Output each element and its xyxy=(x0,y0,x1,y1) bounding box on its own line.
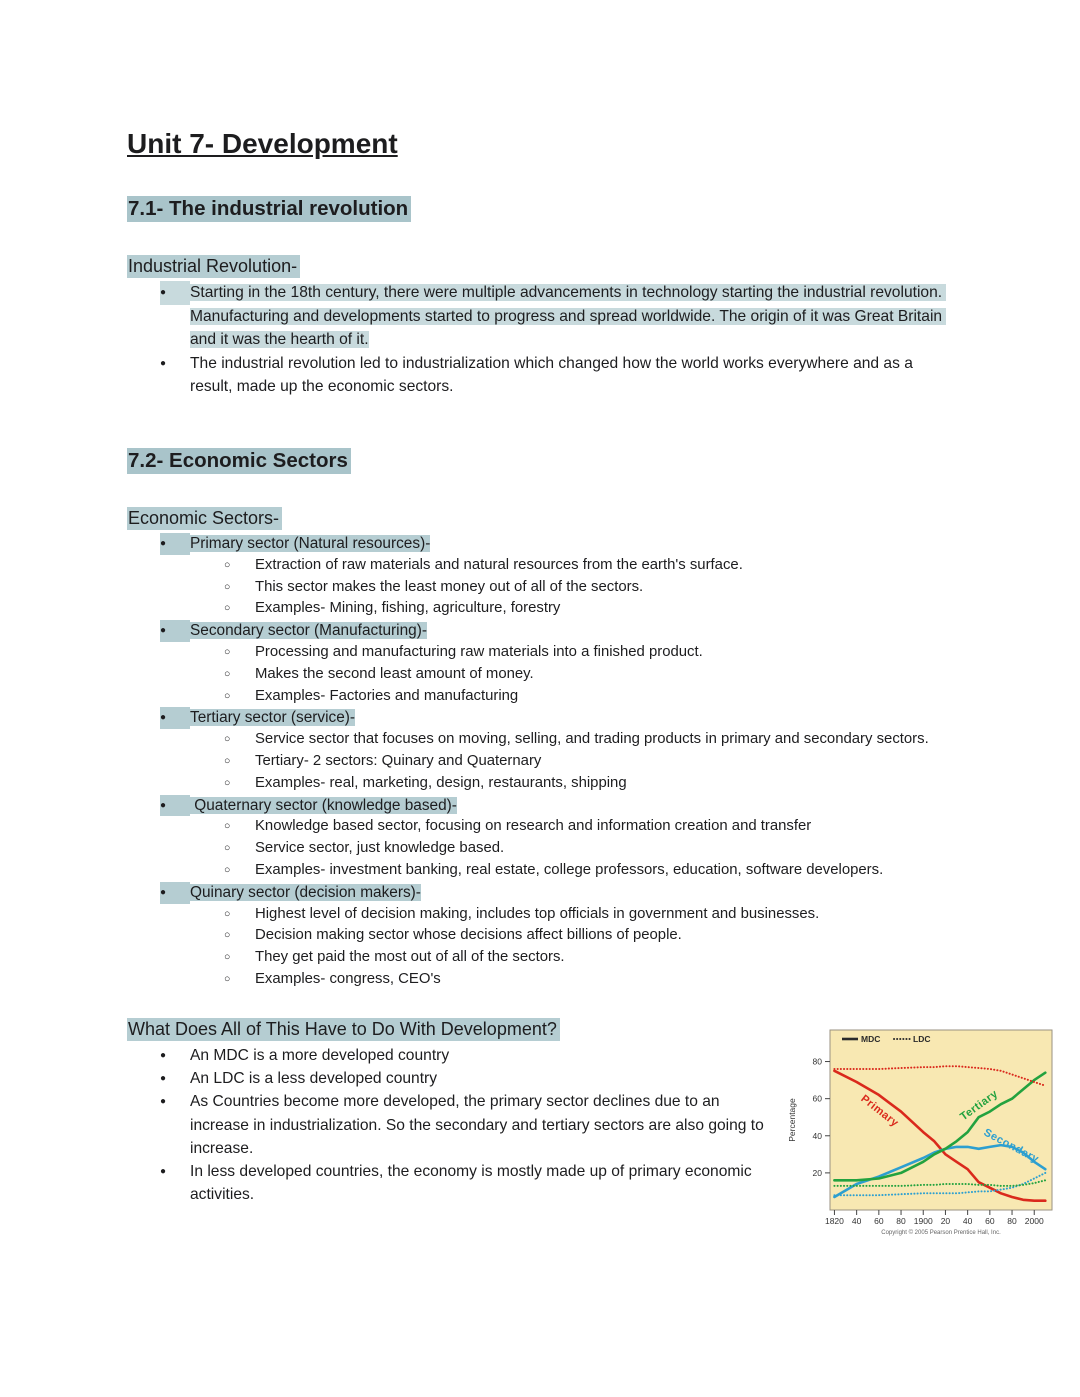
bullet-icon: ● xyxy=(160,1049,167,1061)
svg-text:Primary: Primary xyxy=(858,1092,901,1130)
hollow-bullet-icon: ○ xyxy=(224,580,231,593)
bullet-icon: ● xyxy=(160,707,190,729)
hollow-bullet-icon: ○ xyxy=(224,863,231,876)
bullet-icon: ● xyxy=(160,1166,167,1178)
section-7-2 xyxy=(127,448,957,474)
list-item xyxy=(127,664,957,686)
list-item xyxy=(127,947,957,969)
sector-label: Quaternary sector (knowledge based)- xyxy=(190,796,457,814)
list-item xyxy=(127,729,957,751)
list-item-text: Decision making sector whose decisions affect billions of people. xyxy=(255,927,682,944)
list-item xyxy=(127,686,957,708)
svg-text:80: 80 xyxy=(812,1056,822,1067)
bullet-icon: ● xyxy=(160,882,190,904)
sector-label: Tertiary sector (service)- xyxy=(190,709,356,727)
svg-text:2000: 2000 xyxy=(1024,1216,1044,1226)
bullet-icon: ● xyxy=(160,795,190,817)
industrial-revolution-list xyxy=(127,281,957,399)
list-item-text: Examples- Mining, fishing, agriculture, forestry xyxy=(255,600,561,617)
hollow-bullet-icon: ○ xyxy=(224,689,231,702)
svg-text:Secondary: Secondary xyxy=(981,1126,1041,1166)
sector-label: Secondary sector (Manufacturing)- xyxy=(190,622,427,640)
list-item xyxy=(127,838,957,860)
hollow-bullet-icon: ○ xyxy=(224,733,231,746)
bullet-icon: ● xyxy=(160,533,190,555)
list-item xyxy=(127,751,957,773)
list-item xyxy=(127,1160,782,1207)
svg-text:40: 40 xyxy=(812,1130,822,1141)
svg-text:Tertiary: Tertiary xyxy=(958,1087,1001,1124)
development-subheading: What Does All of This Have to Do With Development? xyxy=(127,1018,560,1041)
list-item-text: Extraction of raw materials and natural resources from the earth's surface. xyxy=(255,556,743,573)
svg-text:Copyright © 2005 Pearson Prent: Copyright © 2005 Pearson Prentice Hall, Inc. xyxy=(881,1230,1001,1236)
svg-text:60: 60 xyxy=(874,1216,884,1226)
svg-text:80: 80 xyxy=(1007,1216,1017,1226)
sector-item-quinary xyxy=(127,882,957,904)
bullet-icon: ● xyxy=(160,1096,167,1108)
list-item xyxy=(127,816,957,838)
sector-item-primary xyxy=(127,533,957,555)
hollow-bullet-icon: ○ xyxy=(224,820,231,833)
hollow-bullet-icon: ○ xyxy=(224,645,231,658)
svg-text:Percentage: Percentage xyxy=(787,1098,797,1142)
hollow-bullet-icon: ○ xyxy=(224,929,231,942)
list-item xyxy=(127,1044,782,1067)
list-item-text: The industrial revolution led to industrialization which changed how the world works everywhere and as a result, made up the economic sectors. xyxy=(190,354,918,396)
list-item-text: This sector makes the least money out of all of the sectors. xyxy=(255,578,644,595)
section-7-1 xyxy=(127,196,957,222)
svg-text:1820: 1820 xyxy=(824,1216,844,1226)
sector-label: Primary sector (Natural resources)- xyxy=(190,534,431,552)
hollow-bullet-icon: ○ xyxy=(224,951,231,964)
svg-text:1900: 1900 xyxy=(913,1216,933,1226)
list-item xyxy=(127,642,957,664)
list-item xyxy=(127,969,957,991)
list-item xyxy=(127,904,957,926)
industrial-revolution-subheading: Industrial Revolution- xyxy=(127,255,300,278)
bullet-icon: ● xyxy=(160,620,190,642)
list-item xyxy=(127,1067,782,1090)
hollow-bullet-icon: ○ xyxy=(224,667,231,680)
svg-text:40: 40 xyxy=(962,1216,973,1226)
list-item xyxy=(127,577,957,599)
list-item-text: Examples- investment banking, real estate, college professors, education, software developers. xyxy=(255,861,884,878)
hollow-bullet-icon: ○ xyxy=(224,754,231,767)
sector-employment-chart xyxy=(786,1024,1078,1242)
list-item xyxy=(127,598,957,620)
list-item-text: Examples- Factories and manufacturing xyxy=(255,687,519,704)
svg-text:20: 20 xyxy=(940,1216,951,1226)
bullet-icon: ● xyxy=(160,357,167,369)
bullet-icon: ● xyxy=(160,281,190,305)
list-item-text: In less developed countries, the economy is mostly made up of primary economic activities. xyxy=(190,1163,756,1204)
list-item-text: An LDC is a less developed country xyxy=(190,1070,438,1087)
svg-text:40: 40 xyxy=(851,1216,862,1226)
list-item xyxy=(127,555,957,577)
list-item-text: An MDC is a more developed country xyxy=(190,1046,450,1064)
economic-sectors-subheading: Economic Sectors- xyxy=(127,507,282,530)
sector-item-quaternary xyxy=(127,795,957,817)
sector-label: Quinary sector (decision makers)- xyxy=(190,883,421,901)
list-item-text: Processing and manufacturing raw materials into a finished product. xyxy=(255,643,703,660)
hollow-bullet-icon: ○ xyxy=(224,907,231,920)
svg-text:LDC: LDC xyxy=(913,1034,931,1044)
development-list xyxy=(127,1044,782,1207)
section-7-2-heading: 7.2- Economic Sectors xyxy=(127,448,351,474)
list-item xyxy=(127,1090,782,1160)
industrial-revolution-subheading-row xyxy=(127,254,957,278)
list-item xyxy=(127,773,957,795)
list-item-text: As Countries become more developed, the primary sector declines due to an increase in industrialization. So the secondary and tertiary sectors are also going to increase. xyxy=(190,1093,769,1157)
list-item-text: Tertiary- 2 sectors: Quinary and Quaternary xyxy=(255,752,542,769)
list-item xyxy=(127,281,957,352)
hollow-bullet-icon: ○ xyxy=(224,776,231,789)
svg-text:80: 80 xyxy=(896,1216,906,1226)
hollow-bullet-icon: ○ xyxy=(224,842,231,855)
sector-item-secondary xyxy=(127,620,957,642)
svg-text:20: 20 xyxy=(812,1167,822,1178)
hollow-bullet-icon: ○ xyxy=(224,558,231,571)
svg-text:MDC: MDC xyxy=(861,1034,881,1044)
list-item xyxy=(127,860,957,882)
hollow-bullet-icon: ○ xyxy=(224,602,231,615)
list-item-text: Examples- real, marketing, design, restaurants, shipping xyxy=(255,774,627,791)
section-7-1-heading: 7.1- The industrial revolution xyxy=(127,196,411,222)
list-item-text: Service sector that focuses on moving, selling, and trading products in primary and secondary sectors. xyxy=(255,731,929,748)
list-item-text: They get paid the most out of all of the sectors. xyxy=(255,949,565,966)
list-item-text: Starting in the 18th century, there were multiple advancements in technology starting the industrial revolution. Manufacturing and developments started to progress and spread worldwide. The origin of it was Great Britain and it was the hearth of it. xyxy=(190,284,947,349)
list-item-text: Service sector, just knowledge based. xyxy=(255,840,505,857)
page-title: Unit 7- Development xyxy=(127,128,398,159)
svg-text:60: 60 xyxy=(985,1216,995,1226)
bullet-icon: ● xyxy=(160,1073,167,1084)
svg-text:60: 60 xyxy=(812,1093,822,1104)
list-item-text: Knowledge based sector, focusing on research and information creation and transfer xyxy=(255,818,812,835)
list-item xyxy=(127,925,957,947)
sector-employment-chart-svg xyxy=(786,1024,1078,1242)
list-item-text: Makes the second least amount of money. xyxy=(255,665,534,682)
list-item-text: Examples- congress, CEO's xyxy=(255,970,441,987)
economic-sectors-subheading-row xyxy=(127,506,957,530)
list-item-text: Highest level of decision making, includes top officials in government and businesses. xyxy=(255,905,820,922)
list-item xyxy=(127,352,957,399)
sector-item-tertiary xyxy=(127,707,957,729)
economic-sectors-list xyxy=(127,533,957,991)
hollow-bullet-icon: ○ xyxy=(224,972,231,985)
